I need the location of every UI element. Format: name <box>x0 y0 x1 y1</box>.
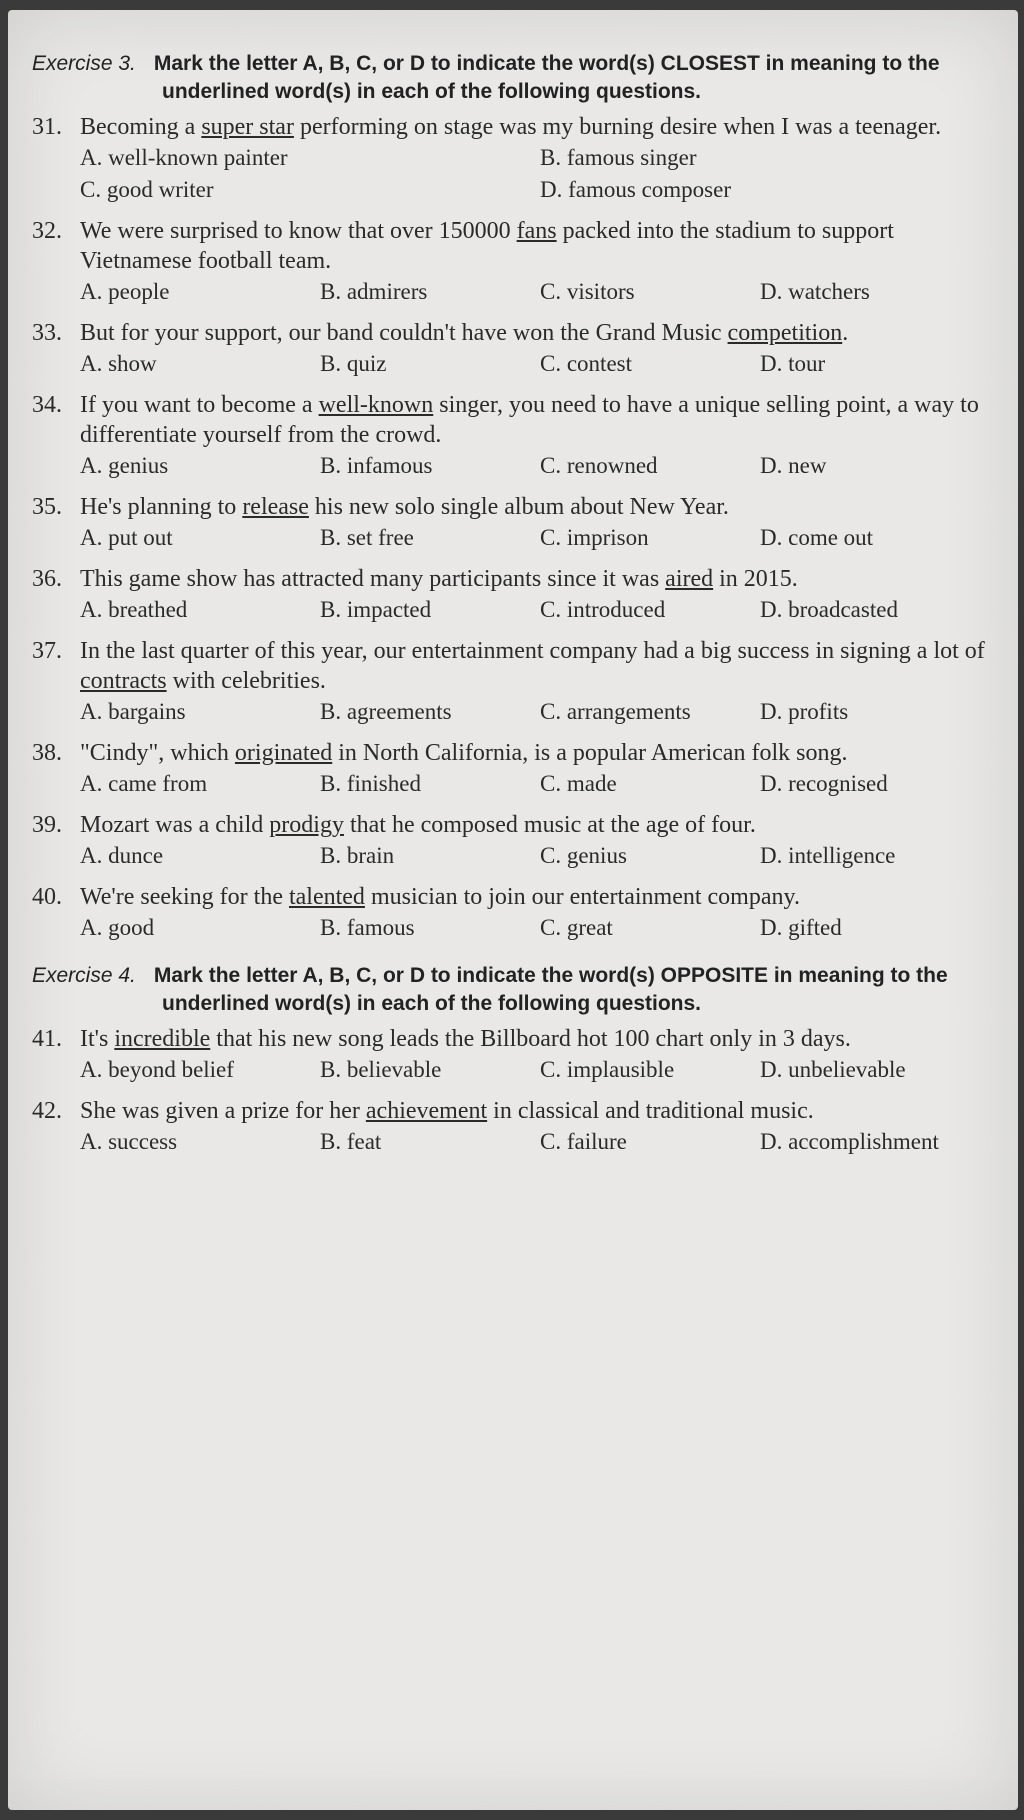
question-item <box>32 1024 992 1086</box>
option-c: C. renowned <box>540 453 658 478</box>
question-number: 37. <box>32 638 62 664</box>
question-text <box>80 564 992 594</box>
underlined-word: release <box>242 494 309 520</box>
option-a: A. well-known painter <box>80 145 288 170</box>
option-a: A. beyond belief <box>80 1057 234 1082</box>
option-a: A. came from <box>80 771 208 796</box>
question-text-before: We're seeking for the <box>80 884 289 910</box>
question-stem <box>32 810 992 840</box>
question-text-after: his new solo single album about New Year. <box>308 494 729 520</box>
option-c: C. good writer <box>80 177 214 202</box>
option-c: C. arrangements <box>540 699 691 724</box>
question-number: 34. <box>32 392 62 418</box>
question-text-before: Becoming a <box>80 114 202 140</box>
question-stem <box>32 882 992 912</box>
question-text-after: musician to join our entertainment company. <box>364 884 800 910</box>
question-item <box>32 1096 992 1158</box>
question-text-before: We were surprised to know that over 150000 <box>80 218 517 244</box>
answer-options <box>32 696 992 728</box>
question-number: 42. <box>32 1098 62 1124</box>
answer-options <box>32 142 992 206</box>
underlined-word: aired <box>665 566 714 592</box>
option-d: D. famous composer <box>540 177 731 202</box>
option-d: D. broadcasted <box>760 597 898 622</box>
option-d: D. recognised <box>760 771 888 796</box>
exercise-4-heading <box>32 962 992 1018</box>
option-b: B. believable <box>320 1057 442 1082</box>
option-c: C. failure <box>540 1129 627 1154</box>
question-stem <box>32 318 992 348</box>
question-stem <box>32 738 992 768</box>
exercise-3-instruction: Mark the letter A, B, C, or D to indicate the word(s) CLOSEST in meaning to the <box>153 52 940 75</box>
question-item <box>32 810 992 872</box>
option-d: D. come out <box>760 525 874 550</box>
worksheet-content <box>32 50 992 1168</box>
question-item <box>32 112 992 206</box>
exercise-4-questions <box>32 1024 992 1158</box>
option-d: D. accomplishment <box>760 1129 939 1154</box>
option-b: B. quiz <box>320 351 387 376</box>
answer-options <box>32 768 992 800</box>
question-text <box>80 492 992 522</box>
option-d: D. gifted <box>760 915 842 940</box>
question-number: 36. <box>32 566 62 592</box>
answer-options <box>32 1054 992 1086</box>
question-stem <box>32 492 992 522</box>
question-text <box>80 318 992 348</box>
question-text-before: "Cindy", which <box>80 740 235 766</box>
answer-options <box>32 276 992 308</box>
answer-options <box>32 912 992 944</box>
option-c: C. implausible <box>540 1057 675 1082</box>
question-item <box>32 564 992 626</box>
underlined-word: super star <box>201 114 294 140</box>
question-text-before: In the last quarter of this year, our entertainment company had a big success in signing a lot of <box>80 638 985 664</box>
option-a: A. success <box>80 1129 178 1154</box>
answer-options <box>32 594 992 626</box>
question-text <box>80 390 992 450</box>
option-c: C. imprison <box>540 525 649 550</box>
option-b: B. admirers <box>320 279 428 304</box>
question-text <box>80 216 992 276</box>
question-text <box>80 882 992 912</box>
question-stem <box>32 1024 992 1054</box>
question-text <box>80 112 992 142</box>
exercise-4-instruction-cont: underlined word(s) in each of the following questions. <box>162 992 702 1015</box>
question-item <box>32 738 992 800</box>
question-number: 32. <box>32 218 62 244</box>
option-b: B. feat <box>320 1129 382 1154</box>
option-c: C. genius <box>540 843 627 868</box>
question-item <box>32 216 992 308</box>
option-a: A. good <box>80 915 155 940</box>
question-text-before: This game show has attracted many participants since it was <box>80 566 666 592</box>
underlined-word: contracts <box>80 668 167 694</box>
question-stem <box>32 564 992 594</box>
option-b: B. famous singer <box>540 145 697 170</box>
question-item <box>32 882 992 944</box>
question-text-after: that he composed music at the age of four. <box>343 812 756 838</box>
underlined-word: prodigy <box>269 812 344 838</box>
question-text-before: It's <box>80 1026 115 1052</box>
answer-options <box>32 840 992 872</box>
option-b: B. finished <box>320 771 421 796</box>
question-text-before: If you want to become a <box>80 392 319 418</box>
exercise-3-label: Exercise 3. <box>32 52 136 75</box>
option-a: A. breathed <box>80 597 188 622</box>
option-a: A. show <box>80 351 157 376</box>
question-text <box>80 636 992 696</box>
question-text <box>80 810 992 840</box>
option-d: D. watchers <box>760 279 870 304</box>
exercise-3-instruction-cont: underlined word(s) in each of the following questions. <box>162 80 702 103</box>
question-item <box>32 492 992 554</box>
option-c: C. visitors <box>540 279 635 304</box>
option-d: D. tour <box>760 351 826 376</box>
question-text-before: She was given a prize for her <box>80 1098 366 1124</box>
question-text-after: singer, you need to have a unique selling point, a way to differentiate yourself from the crowd. <box>80 392 979 448</box>
question-text-after: that his new song leads the Billboard hot 100 chart only in 3 days. <box>210 1026 851 1052</box>
exercise-4-label: Exercise 4. <box>32 964 136 987</box>
exercise-3-heading <box>32 50 992 106</box>
question-number: 41. <box>32 1026 62 1052</box>
answer-options <box>32 522 992 554</box>
question-text-before: But for your support, our band couldn't have won the Grand Music <box>80 320 728 346</box>
underlined-word: fans <box>516 218 557 244</box>
option-b: B. agreements <box>320 699 452 724</box>
underlined-word: well-known <box>318 392 434 418</box>
question-text-after: . <box>842 320 849 346</box>
underlined-word: talented <box>288 884 365 910</box>
underlined-word: competition <box>727 320 843 346</box>
answer-options <box>32 348 992 380</box>
question-number: 39. <box>32 812 62 838</box>
option-c: C. introduced <box>540 597 666 622</box>
exercise-3-questions <box>32 112 992 944</box>
option-a: A. dunce <box>80 843 164 868</box>
option-a: A. people <box>80 279 170 304</box>
answer-options <box>32 450 992 482</box>
question-item <box>32 318 992 380</box>
question-text-before: He's planning to <box>80 494 243 520</box>
underlined-word: incredible <box>114 1026 211 1052</box>
question-text-after: in classical and traditional music. <box>487 1098 814 1124</box>
option-d: D. new <box>760 453 827 478</box>
question-number: 33. <box>32 320 62 346</box>
question-stem <box>32 216 992 276</box>
question-item <box>32 636 992 728</box>
option-b: B. famous <box>320 915 415 940</box>
question-text <box>80 1096 992 1126</box>
question-number: 40. <box>32 884 62 910</box>
question-text-after: packed into the stadium to support Vietnamese football team. <box>80 218 894 274</box>
underlined-word: achievement <box>365 1098 488 1124</box>
question-text-after: in North California, is a popular American folk song. <box>332 740 848 766</box>
option-b: B. infamous <box>320 453 433 478</box>
option-d: D. unbelievable <box>760 1057 906 1082</box>
question-number: 31. <box>32 114 62 140</box>
option-c: C. contest <box>540 351 632 376</box>
question-text-after: in 2015. <box>713 566 798 592</box>
option-c: C. made <box>540 771 617 796</box>
answer-options <box>32 1126 992 1158</box>
option-b: B. impacted <box>320 597 432 622</box>
option-b: B. brain <box>320 843 395 868</box>
underlined-word: originated <box>234 740 333 766</box>
question-text <box>80 1024 992 1054</box>
question-text <box>80 738 992 768</box>
question-text-after: with celebrities. <box>166 668 326 694</box>
worksheet-page <box>8 10 1018 1810</box>
question-stem <box>32 112 992 142</box>
option-d: D. profits <box>760 699 849 724</box>
question-stem <box>32 390 992 450</box>
question-stem <box>32 636 992 696</box>
question-stem <box>32 1096 992 1126</box>
option-d: D. intelligence <box>760 843 896 868</box>
question-text-before: Mozart was a child <box>80 812 270 838</box>
option-a: A. genius <box>80 453 169 478</box>
question-text-after: performing on stage was my burning desire when I was a teenager. <box>293 114 942 140</box>
option-c: C. great <box>540 915 613 940</box>
question-number: 35. <box>32 494 62 520</box>
option-b: B. set free <box>320 525 414 550</box>
exercise-4-instruction: Mark the letter A, B, C, or D to indicate the word(s) OPPOSITE in meaning to the <box>153 964 948 987</box>
option-a: A. put out <box>80 525 173 550</box>
option-a: A. bargains <box>80 699 186 724</box>
question-item <box>32 390 992 482</box>
question-number: 38. <box>32 740 62 766</box>
